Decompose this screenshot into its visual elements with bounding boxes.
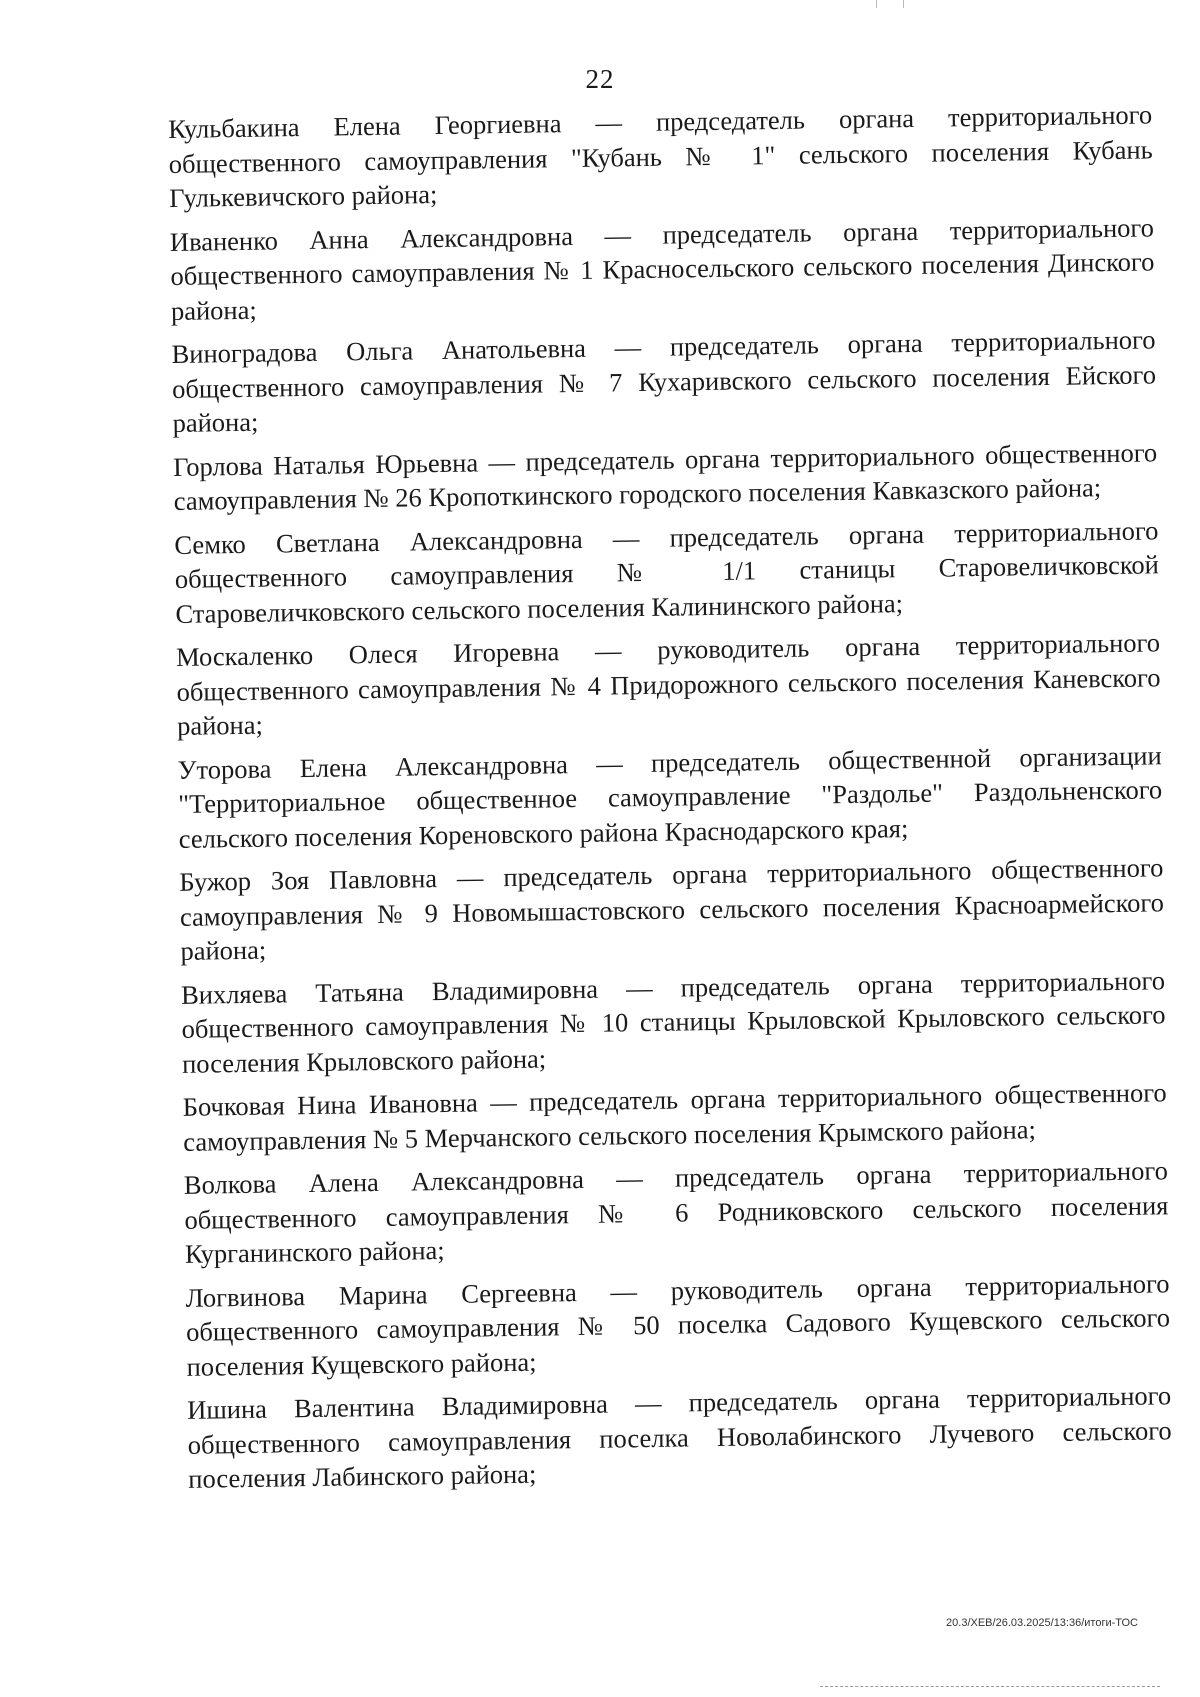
list-item: Логвинова Марина Сергеевна — руководитель органа территориального общественного самоуправления № 50 поселка Садового Кущевского сельского поселения Кущевского района; bbox=[185, 1267, 1171, 1382]
list-item: Иваненко Анна Александровна — председатель органа территориального общественного самоуправления № 1 Красносельского сельского поселения Динского района; bbox=[169, 211, 1155, 326]
list-item: Кульбакина Елена Георгиевна — председатель органа территориального общественного самоуправления "Кубань № 1" сельского поселения Кубань Гулькевичского района; bbox=[168, 99, 1153, 213]
list-item: Уторова Елена Александровна — председатель общественной организации "Территориальное общественное самоуправление "Раздолье" Раздольненского сельского поселения Кореновского района Краснодарского края; bbox=[177, 739, 1163, 854]
scan-artifact bbox=[876, 0, 904, 8]
list-item: Бочковая Нина Ивановна — председатель органа территориального общественного самоуправления № 5 Мерчанского сельского поселения Крымского района; bbox=[182, 1077, 1167, 1157]
entries-list bbox=[168, 97, 1173, 1505]
list-item: Семко Светлана Александровна — председатель органа территориального общественного самоуправления № 1/1 станицы Старовеличковской Старовеличковского сельского поселения Калининского района; bbox=[174, 514, 1160, 629]
document-footer-code: 20.3/ХЕВ/26.03.2025/13:36/итоги-ТОС bbox=[946, 1617, 1138, 1629]
page-number: 22 bbox=[585, 64, 615, 94]
scan-artifact bbox=[820, 1686, 1160, 1687]
list-item: Москаленко Олеся Игоревна — руководитель органа территориального общественного самоуправления № 4 Придорожного сельского поселения Каневского района; bbox=[175, 627, 1161, 741]
list-item: Ишина Валентина Владимировна — председатель органа территориального общественного самоуправления поселка Новолабинского Лучевого сельского поселения Лабинского района; bbox=[187, 1380, 1172, 1494]
list-item: Бужор Зоя Павловна — председатель органа территориального общественного самоуправления № 9 Новомышастовского сельского поселения Красноармейского района; bbox=[179, 852, 1165, 966]
list-item: Вихляева Татьяна Владимировна — председатель органа территориального общественного самоуправления № 10 станицы Крыловской Крыловского сельского поселения Крыловского района; bbox=[180, 964, 1166, 1079]
list-item: Виноградова Ольга Анатольевна — председатель органа территориального общественного самоуправления № 7 Кухаривского сельского поселения Ейского района; bbox=[171, 324, 1157, 438]
list-item: Горлова Наталья Юрьевна — председатель органа территориального общественного самоуправления № 26 Кропоткинского городского поселения Кавказского района; bbox=[173, 436, 1158, 516]
list-item: Волкова Алена Александровна — председатель органа территориального общественного самоуправления № 6 Родниковского сельского поселения Курганинского района; bbox=[183, 1155, 1169, 1269]
